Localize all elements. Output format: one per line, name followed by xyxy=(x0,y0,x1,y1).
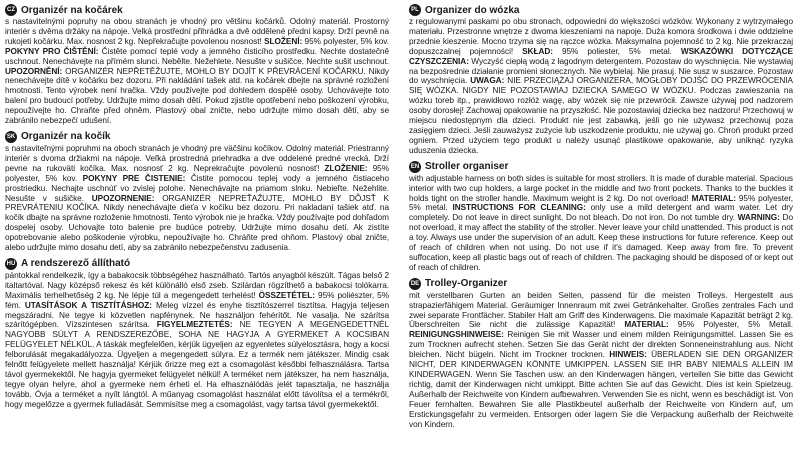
text-run: Wyczyść ciepłą wodą z łagodnym detergentem. Pozostaw do wyschnięcia. Nie wystawiaj na bezpośrednie działanie promieni słonecznych. Nie wybielaj. Nie prasuj. Nie susz w suszarce. Pozostaw do wyschnięcia. xyxy=(409,56,793,86)
text-run: only use a mild detergent and warm water. Let dry completely. Do not leave in direct sunlight. Do not bleach. Do not iron. Do not tumble dry. xyxy=(409,203,794,223)
section-heading xyxy=(5,131,389,143)
bold-label: ÖSSZETÉTEL: xyxy=(258,290,315,300)
bold-label: UTASÍTÁSOK A TISZTÍTÁSHOZ: xyxy=(24,300,152,310)
text-run: Meleg vízzel és enyhe tisztítószerrel tisztítsa. Hagyja teljesen megszáradni. Ne tegye ki közvetlen napfénynek. Ne használjon fehérítőt. Ne vasalja. Ne szárítsa szárítógépben. Vízszintesen szárítsa. xyxy=(5,300,389,330)
section-title-pl: Organizer do wózka xyxy=(425,4,520,16)
section-body-de xyxy=(409,291,793,430)
section-heading xyxy=(5,4,389,16)
section-heading xyxy=(409,278,793,290)
text-run: 95% Polyester, 5% Metall. xyxy=(668,320,793,330)
section-title-sk: Organizér na kočík xyxy=(21,131,111,143)
section-body-cz xyxy=(5,17,389,126)
section-title-cz: Organizér na kočárek xyxy=(21,4,123,16)
text-run: 95% polyester, 5% metal. xyxy=(409,193,793,213)
text-run: 95% poliester, 5% metal. xyxy=(552,46,681,56)
bold-label: MATERIAL: xyxy=(691,193,736,203)
section-en xyxy=(409,161,793,273)
section-cz xyxy=(5,4,389,126)
language-badge-en: EN xyxy=(409,161,421,173)
section-de xyxy=(409,278,793,430)
text-run: s nastaviteľnými popruhmi na oboch stranách je vhodný pre väčšinu kočíkov. Odolný materiál. Priestranný interiér s dvoma držiakmi na nápoje. Veľká prostredná priehradka a dve oddelené predné vrecká. Drží pevne na rukoväti kočíka. Max. nosnosť 2 kg. Neprekračujte povolenú nosnosť! xyxy=(5,143,389,173)
text-run: ORGANIZÉR NEPŘETĚŽUJTE, MOHLO BY DOJÍT K PŘEVRÁCENÍ KOČÁRKU. Nikdy nenechávejte dítě v kočárku bez dozoru. Při nakládání tašek atd. na kočárek dbejte na správné rozložení hmotnosti. Tento výrobek není hračka. Vždy používejte pod dohledem dospělé osoby. Uchovávejte toto balení pro budoucí potřeby. Udržujte mimo dosah dětí. Pokud zjistíte opotřebení nebo poškození výrobku, nepoužívejte ho. Chraňte před ohněm. Plastový obal zničte, nebo udržujte mimo dosah dětí, aby se zabránilo nebezpečí udušení. xyxy=(5,66,389,126)
text-run: Čistěte pomocí teplé vody a jemného čisticího prostředku. Nechte dostatečně uschnout. Nenechávejte na přímém slunci. Nebělte. Nežehlete. Nesušte v sušičce. Nechte sušit uschnout. xyxy=(5,46,389,66)
language-badge-de: DE xyxy=(409,278,421,290)
section-body-hu xyxy=(5,271,389,410)
bold-label: REINIGUNGSHINWEISE: xyxy=(409,330,504,340)
text-run: 95% polyester, 5% kov. xyxy=(302,36,389,46)
bold-label: POKYNY PRE ČISTENIE: xyxy=(82,173,186,183)
language-badge-hu: HU xyxy=(5,258,17,270)
text-run: Reinigen Sie mit Wasser und einem milden Reinigungsmittel. Lassen Sie es zum Trocknen aufrecht stehen. Setzen Sie das Gerät nicht der direkten Sonneneinstrahlung aus. Nicht bleichen. Nicht bügeln. Nicht im Trockner trocknen. xyxy=(409,330,793,360)
text-run: 95% poliészter, 5% fém. xyxy=(5,290,390,310)
section-hu xyxy=(5,258,389,410)
language-badge-sk: SK xyxy=(5,131,17,143)
text-run: Do not overload, it may affect the stability of the stroller. Never leave your child unattended. This product is not a toy. Always use under the supervision of an adult. Keep these instructions for future reference. Keep out of reach of children when not using. Do not use if it's damaged. Keep away from fire. To prevent suffocation, keep all plastic bags out of reach of children. The packaging should be disposed of or kept out of reach of children. xyxy=(409,213,793,272)
section-body-sk xyxy=(5,144,389,253)
section-heading xyxy=(5,258,389,270)
section-title-hu: A rendszerező állítható xyxy=(21,258,131,270)
section-sk xyxy=(5,131,389,253)
bold-label: WARNING: xyxy=(737,213,780,223)
text-run: Čistite pomocou teplej vody a jemného čistiaceho prostriedku. Nechajte uschnúť vo zvislej polohe. Nenechávajte na priamom slnku. Nebieľte. Nežehlite. Nesušte v sušičke. xyxy=(5,173,390,203)
section-body-pl xyxy=(409,17,793,156)
text-run: mit verstellbaren Gurten an beiden Seiten, passend für die meisten Trolleys. Hergestellt aus strapazierfähigem Material. Geräumiger Innenraum mit zwei Getränkehalter. Großes zentrales Fach und zwei separate Frontfächer. Stabiler Halt am Griff des Kinderwagens. Die maximale Kapazität beträgt 2 kg. Überschreiten Sie nicht die zulässige Kapazität! xyxy=(409,290,793,330)
text-run: ORGANIZÉR NEPREŤAŽUJTE, MOHLO BY DÔJSŤ K PREVRÁTENIU KOČÍKA. Nikdy nenechávajte dieťa v kočíku bez dozoru. Pri nakladaní tašiek atď. na kočík dbajte na správne rozloženie hmotnosti. Tento výrobok nie je hračka. Vždy používajte pod dohľadom dospelej osoby. Uchovajte toto balenie pre budúce potreby. Udržujte mimo dosahu detí. Ak zistíte opotrebovanie alebo poškodenie výrobku, nepoužívajte ho. Chráňte pred ohňom. Plastový obal zničte, alebo udržujte mimo dosahu detí, aby sa zabránilo nebezpečenstvu zadusenia. xyxy=(5,193,389,253)
section-body-en xyxy=(409,174,793,273)
section-title-de: Trolley-Organizer xyxy=(425,278,508,290)
bold-label: HINWEIS: xyxy=(609,350,647,360)
bold-label: SKŁAD: xyxy=(522,46,553,56)
bold-label: POKYNY PRO ČIŠTĚNÍ: xyxy=(5,46,99,56)
bold-label: UPOZORNĚNÍ: xyxy=(5,66,63,76)
text-run: pántokkal rendelkezik, így a babakocsik többségéhez használható. Tartós anyagból készült. Tágas belső 2 italtartóval. Nagy középső rekesz és két különálló első zseb. Szilárdan rögzíthető a babakocsi tolókarra. Maximális terhelhetőség 2 kg. Ne lépje túl a megengedett terhelést! xyxy=(5,270,389,300)
bold-label: ZLOŽENIE: xyxy=(324,163,368,173)
section-title-en: Stroller organiser xyxy=(425,161,509,173)
bold-label: WSKAZÓWKI DOTYCZĄCE CZYSZCZENIA: xyxy=(409,46,793,66)
section-pl xyxy=(409,4,793,156)
right-column xyxy=(409,4,793,434)
bold-label: MATERIAL: xyxy=(624,320,669,330)
text-run: z regulowanymi paskami po obu stronach, odpowiedni do większości wózków. Wykonany z wytrzymałego materiału. Przestronne wnętrze z dwoma kieszeniami na napoje. Duża komora środkowa i dwie oddzielne przednie kieszenie. Mocno trzyma się na rączce wózka. Maksymalna pojemność to 2 kg. Nie przekraczaj dopuszczalnej pojemności! xyxy=(409,17,793,56)
text-run: 95% polyester, 5% kov. xyxy=(5,163,390,183)
section-heading xyxy=(409,161,793,173)
text-run: NIE PRZECIĄŻAJ ORGANIZERA, MOGŁOBY DOJŚĆ DO PRZEWRÓCENIA SIĘ WÓZKA. NIGDY NIE POZOSTAWIAJ DZIECKA SAMEGO W WÓZKU. Podczas zawieszania na wózku toreb itp., prawidłowo rozłóż wagę, aby wózek się nie przewrócił. Zawsze używaj pod nadzorem osoby dorosłej! Zachowaj opakowanie na przyszłość. Nie pozostawiaj dziecka bez nadzoru! Przechowuj w miejscu niedostępnym dla dzieci. Produkt nie jest zabawką, jeśli go nie używasz przechowuj poza zasięgiem dzieci. Jeśli zauważysz zużycie lub uszkodzenie produktu, nie używaj go. Chroń produkt przed ogniem. Przed użyciem tego produkt u należy usunąć plastikowe opakowanie, aby uniknąć ryzyka uduszenia dziecka. xyxy=(409,76,793,155)
text-run: ÜBERLADEN SIE DEN ORGANIZER NICHT, DER KINDERWAGEN KÖNNTE UMKIPPEN. LASSEN SIE IHR BABY NIEMALS ALLEIN IM KINDERWAGEN. Wenn Sie Taschen usw. an den Kinderwagen hängen, verteilen Sie bitte das Gewicht richtig, damit der Kinderwagen nicht umkippt. Bitte achten Sie auf das Gewicht. Dies ist kein Spielzeug. Außerhalb der Reichweite von Kindern aufbewahren. Verwenden Sie es nicht, wenn es beschädigt ist. Von Feuer fernhalten. Bewahren Sie alle Plastikbeutel außerhalb der Reichweite von Kindern auf, um Erstickungsgefahr zu vermeiden. Entsorgen oder lagern Sie die Verpackung außerhalb der Reichweite von Kindern. xyxy=(409,350,793,429)
bold-label: SLOŽENÍ: xyxy=(264,36,303,46)
bold-label: FIGYELMEZTETÉS: xyxy=(156,320,233,330)
language-badge-pl: PL xyxy=(409,4,421,16)
bold-label: INSTRUCTIONS FOR CLEANING: xyxy=(452,203,586,213)
section-heading xyxy=(409,4,793,16)
left-column xyxy=(5,4,389,415)
language-badge-cz: CZ xyxy=(5,4,17,16)
text-run: s nastavitelnými popruhy na obou stranách je vhodný pro většinu kočárků. Odolný materiál. Prostorný interiér s dvěma držáky na nápoje. Velká prostřední přihrádka a dvě oddělené přední kapsy. Drží pevně na rukojeti kočárku. Max. nosnost 2 kg. Nepřekračujte povolenou nosnost! xyxy=(5,17,389,46)
bold-label: UPOZORNENIE: xyxy=(91,193,155,203)
text-run: with adjustable harness on both sides is suitable for most strollers. It is made of durable material. Spacious interior with two cup holders, a large pocket in the middle and two front pockets. Thanks to the buckles it holds tight on the stroller handle. Maximum weight is 2 kg. Do not overload! xyxy=(409,173,793,203)
text-run: NE TEGYEN A MEGENGEDETTNÉL NAGYOBB SÚLYT A RENDSZEREZŐBE, SOHA NE HAGYJA A GYERMEKET A KOCSIBAN FELÜGYELET NÉLKÜL. A táskák megfelelően, kérjük ügyeljen az egyenletes súlyelosztásra, hogy a kocsi felborulását megakadályozza. Ügyeljen a megengedett súlyra. Ez a termék nem játékszer. Mindig csak felnőtt felügyelete mellett használja! Kérjük őrizze meg ezt a csomagolást későbbi felhasználásra. Tartsa távol gyermekektől. Ne hagyja gyermeket felügyelet nélkül! A terméket nem játékszer, ha nem használja, tegye olyan helyre, ahol a gyermeke nem érheti el. Ha elhasználódás jelét tapasztalja, ne használja tovább. Óvja a terméket a nyílt lángtól. A műanyag csomagolást használat előtt távolítsa el a termékről, hogy megelőzze a gyermek fulladását. Semmisítse meg a csomagolást, vagy tartsa távol gyermekektől. xyxy=(5,320,390,409)
bold-label: UWAGA: xyxy=(470,76,505,86)
